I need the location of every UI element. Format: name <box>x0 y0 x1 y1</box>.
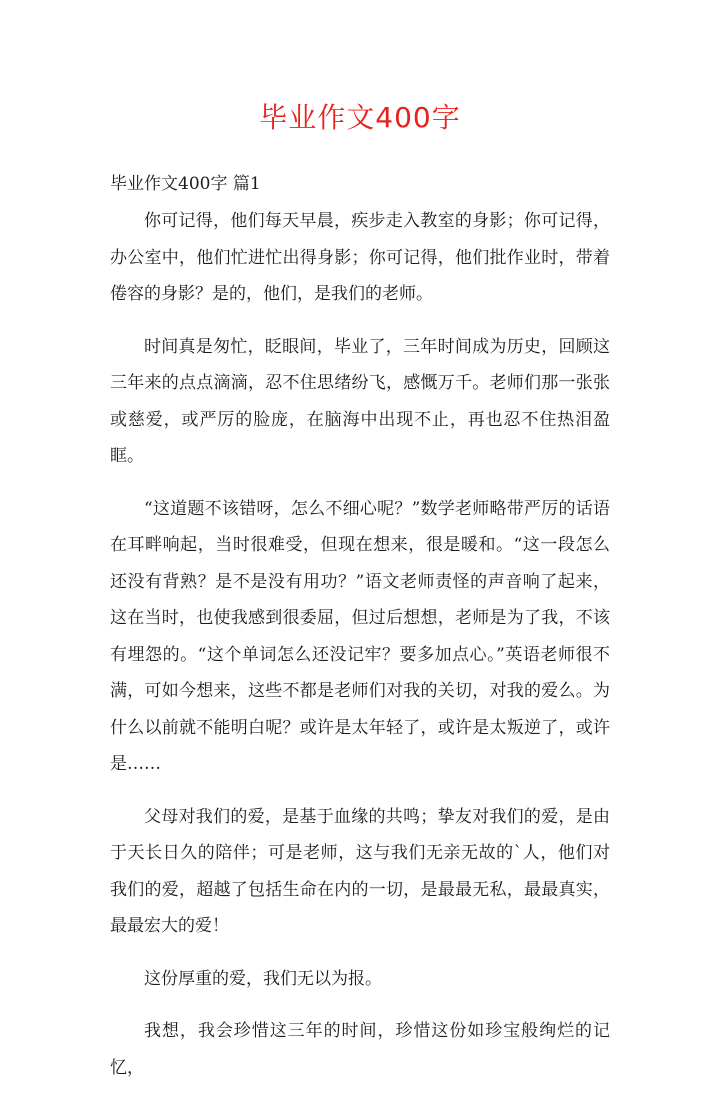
paragraph-2: 时间真是匆忙，眨眼间，毕业了，三年时间成为历史，回顾这三年来的点点滴滴，忍不住思绪纷飞，感慨万千。老师们那一张张或慈爱，或严厉的脸庞，在脑海中出现不止，再也忍不住热泪盈眶。 <box>110 336 610 466</box>
paragraph-5: 这份厚重的爱，我们无以为报。 <box>144 968 382 989</box>
document-body <box>110 203 610 1102</box>
paragraph-3: “这道题不该错呀，怎么不细心呢？”数学老师略带严厉的话语在耳畔响起，当时很难受，但现在想来，很是暖和。“这一段怎么还没有背熟？是不是没有用功？”语文老师责怪的声音响了起来，这在当时，也使我感到很委屈，但过后想想，老师是为了我，不该有埋怨的。“这个单词怎么还没记牢？要多加点心。”英语老师很不满，可如今想来，这些不都是老师们对我的关切，对我的爱么。为什么以前就不能明白呢？或许是太年轻了，或许是太叛逆了，或许是…… <box>110 498 610 774</box>
paragraph-4: 父母对我们的爱，是基于血缘的共鸣；挚友对我们的爱，是由于天长日久的陪伴；可是老师，这与我们无亲无故的`人，他们对我们的爱，超越了包括生命在内的一切，是最最无私，最最真实，最最宏大的爱！ <box>110 806 610 936</box>
paragraph-1: 你可记得，他们每天早晨，疾步走入教室的身影；你可记得，办公室中，他们忙进忙出得身影；你可记得，他们批作业时，带着倦容的身影？是的，他们，是我们的老师。 <box>110 211 610 304</box>
section-heading: 毕业作文400字 篇1 <box>110 174 261 194</box>
paragraph-6: 我想，我会珍惜这三年的时间，珍惜这份如珍宝般绚烂的记忆， <box>110 1021 610 1078</box>
document-title: 毕业作文400字 <box>259 101 461 134</box>
